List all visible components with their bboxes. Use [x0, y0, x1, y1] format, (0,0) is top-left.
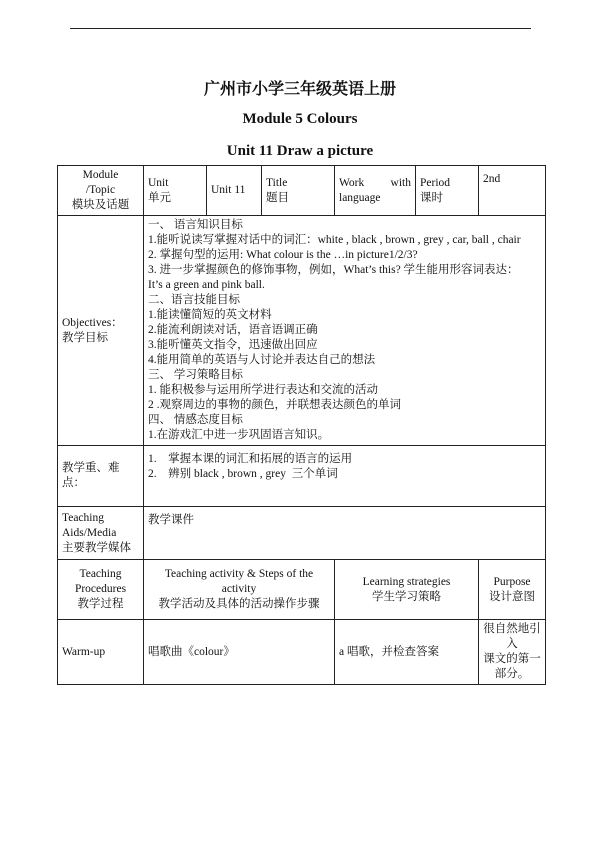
unit-label-en: Unit — [148, 176, 169, 189]
top-rule — [70, 28, 531, 29]
aids-label-line: Aids/Media — [62, 526, 117, 539]
unit-heading: Unit 11 Draw a picture — [226, 143, 374, 159]
title-label-cell — [262, 166, 335, 216]
objectives-label-cell — [58, 216, 144, 446]
aids-label-line: 主要教学媒体 — [62, 541, 131, 554]
title-value-line — [339, 176, 411, 191]
purpose-line: 很自然地引入 — [483, 623, 541, 650]
objective-line: 三、 学习策略目标 — [148, 369, 243, 381]
aids-value-cell: 教学课件 — [144, 507, 546, 560]
header-line: Teaching activity & Steps of the — [164, 568, 314, 580]
warmup-activity-cell: 唱歌曲《colour》 — [144, 620, 335, 685]
objectives-content-cell — [144, 216, 546, 446]
purpose-line: 部分。 — [494, 668, 530, 680]
procedures-col1-header — [58, 560, 144, 620]
header-line: activity — [221, 583, 257, 595]
topic-label-line: /Topic — [85, 184, 116, 196]
header-line: Teaching — [79, 568, 122, 580]
procedures-col2-header — [144, 560, 335, 620]
objective-line: 2.能流利朗读对话，语音语调正确 — [148, 324, 318, 336]
objective-line: 2. 掌握句型的运用: What colour is the …in picture1/2/3? — [148, 249, 418, 261]
key-point-line: 1. 掌握本课的词汇和拓展的语言的运用 — [148, 453, 353, 465]
objectives-label-cn: 教学目标 — [62, 331, 108, 344]
header-row — [58, 166, 546, 216]
unit-label-cn: 单元 — [148, 191, 171, 204]
key-points-row — [58, 446, 546, 507]
objectives-label-en: Objectives： — [62, 316, 123, 329]
document-title: 广州市小学三年级英语上册 — [203, 81, 396, 98]
period-label-cell — [416, 166, 479, 216]
objective-line: 3. 进一步掌握颜色的修饰事物，例如，What’s this? 学生能用形容词表达： — [148, 264, 519, 276]
warmup-stage-cell: Warm-up — [58, 620, 144, 685]
title-value-with: with — [390, 176, 411, 189]
title-value-language: language — [339, 191, 381, 204]
objective-line: 一、 语言知识目标 — [148, 219, 243, 231]
period-value-cell: 2nd — [479, 166, 546, 216]
title-label-en: Title — [266, 176, 288, 189]
objective-line: 二、语言技能目标 — [148, 294, 240, 306]
purpose-line: 课文的第一 — [483, 653, 541, 665]
objective-line: 3.能听懂英文指令，迅速做出回应 — [148, 339, 318, 351]
module-topic-cn-line: 模块及话题 — [71, 199, 130, 211]
header-line: 教学过程 — [77, 598, 124, 610]
key-point-line: 2. 辨别 black , brown , grey 三个单词 — [148, 468, 338, 480]
title-value-work: Work — [339, 176, 365, 189]
unit-value-cell: Unit 11 — [207, 166, 262, 216]
title-value-cell — [335, 166, 416, 216]
aids-label-cell — [58, 507, 144, 560]
key-points-label-cell: 教学重、难点： — [58, 446, 144, 507]
period-label-en: Period — [420, 176, 451, 189]
header-line: Procedures — [74, 583, 127, 595]
objective-line: 四、 情感态度目标 — [148, 414, 243, 426]
header-line: Purpose — [493, 575, 531, 588]
header-line: 设计意图 — [489, 590, 535, 603]
objective-line: 4.能用简单的英语与人讨论并表达自己的想法 — [148, 354, 376, 366]
unit-label-cell — [144, 166, 207, 216]
aids-row — [58, 507, 546, 560]
warmup-row — [58, 620, 546, 685]
header-line: 教学活动及具体的活动操作步骤 — [158, 598, 320, 610]
objective-line: It’s a green and pink ball. — [148, 279, 265, 291]
objective-line: 1.能听说读写掌握对话中的词汇：white , black , brown , grey , car, ball , chair — [148, 234, 521, 246]
key-points-content-cell — [144, 446, 546, 507]
objective-line: 1.能读懂简短的英文材料 — [148, 309, 272, 321]
header-line: Learning strategies — [362, 575, 451, 588]
module-topic-label-cell — [58, 166, 144, 216]
lesson-plan-table — [57, 165, 546, 685]
period-label-cn: 课时 — [420, 191, 443, 204]
module-label-line: Module — [82, 169, 119, 181]
header-line: 学生学习策略 — [372, 590, 441, 603]
procedures-col4-header — [479, 560, 546, 620]
objective-line: 1. 能积极参与运用所学进行表达和交流的活动 — [148, 384, 378, 396]
warmup-strategy-cell: a 唱歌，并检查答案 — [335, 620, 479, 685]
objective-line: 1.在游戏汇中进一步巩固语言知识。 — [148, 429, 330, 441]
aids-label-line: Teaching — [62, 511, 104, 524]
procedures-header-row — [58, 560, 546, 620]
objectives-row — [58, 216, 546, 446]
procedures-col3-header — [335, 560, 479, 620]
title-label-cn: 题目 — [266, 191, 289, 204]
objective-line: 2 .观察周边的事物的颜色，并联想表达颜色的单词 — [148, 399, 401, 411]
module-heading: Module 5 Colours — [242, 111, 358, 127]
warmup-purpose-cell — [479, 620, 546, 685]
